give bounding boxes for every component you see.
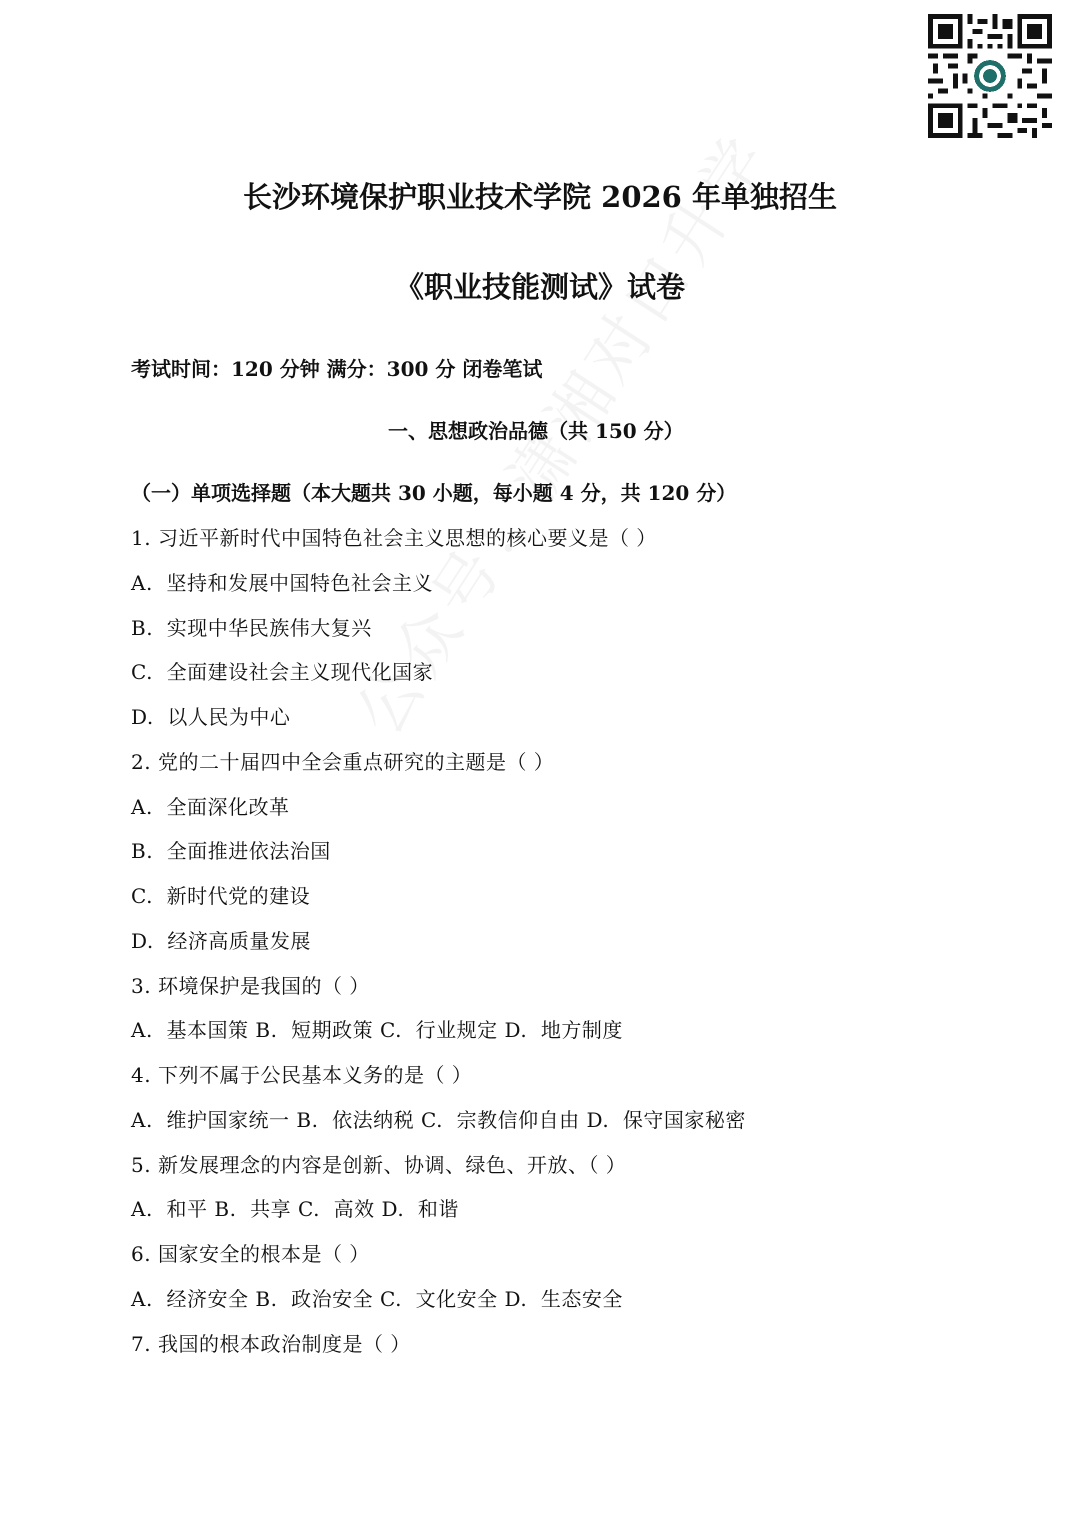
question-6: 6. 国家安全的根本是（ ） <box>131 1242 370 1266</box>
question-1-option-c: C. 全面建设社会主义现代化国家 <box>131 660 434 684</box>
exam-info: 考试时间：120 分钟 满分：300 分 闭卷笔试 <box>131 357 543 381</box>
question-4-options: A. 维护国家统一 B. 依法纳税 C. 宗教信仰自由 D. 保守国家秘密 <box>131 1108 746 1132</box>
question-6-options: A. 经济安全 B. 政治安全 C. 文化安全 D. 生态安全 <box>131 1287 623 1311</box>
subsection-heading: （一）单项选择题（本大题共 30 小题，每小题 4 分，共 120 分） <box>131 481 737 505</box>
question-7: 7. 我国的根本政治制度是（ ） <box>131 1332 411 1356</box>
question-2-option-d: D. 经济高质量发展 <box>131 929 311 953</box>
question-4: 4. 下列不属于公民基本义务的是（ ） <box>131 1063 473 1087</box>
question-2: 2. 党的二十届四中全会重点研究的主题是（ ） <box>131 750 555 774</box>
qr-code <box>928 14 1052 138</box>
section-heading: 一、思想政治品德（共 150 分） <box>388 419 684 443</box>
question-2-option-b: B. 全面推进依法治国 <box>131 839 331 863</box>
question-5: 5. 新发展理念的内容是创新、协调、绿色、开放、（ ） <box>131 1153 627 1177</box>
question-5-options: A. 和平 B. 共享 C. 高效 D. 和谐 <box>131 1197 459 1221</box>
question-3-options: A. 基本国策 B. 短期政策 C. 行业规定 D. 地方制度 <box>131 1018 623 1042</box>
question-1-option-d: D. 以人民为中心 <box>131 705 291 729</box>
question-1-option-b: B. 实现中华民族伟大复兴 <box>131 616 372 640</box>
question-3: 3. 环境保护是我国的（ ） <box>131 974 370 998</box>
exam-subtitle: 《职业技能测试》试卷 <box>394 270 685 304</box>
question-1: 1. 习近平新时代中国特色社会主义思想的核心要义是（ ） <box>131 526 657 550</box>
exam-title: 长沙环境保护职业技术学院 2026 年单独招生 <box>243 180 837 214</box>
question-2-option-a: A. 全面深化改革 <box>131 795 290 819</box>
question-1-option-a: A. 坚持和发展中国特色社会主义 <box>131 571 434 595</box>
question-2-option-c: C. 新时代党的建设 <box>131 884 311 908</box>
